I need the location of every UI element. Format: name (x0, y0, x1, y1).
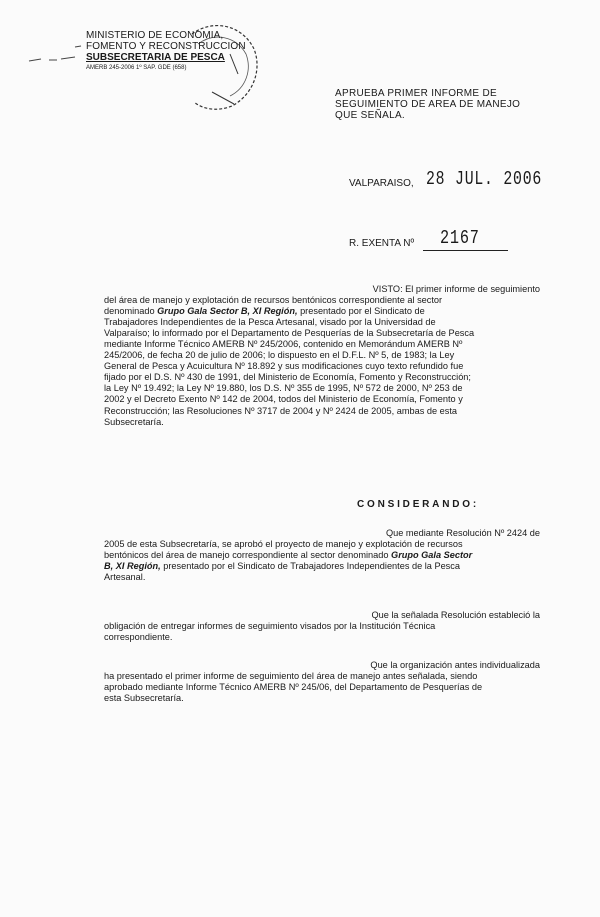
reference-code: AMERB 245-2006 1º SAP. GDE (658) (86, 65, 187, 71)
subsecretaria-name: SUBSECRETARIA DE PESCA (86, 52, 225, 63)
paragraph-line: General de Pesca y Acuicultura Nº 18.892 y sus modificaciones cuyo texto refundido fue (104, 361, 464, 372)
subject-line: APRUEBA PRIMER INFORME DE (335, 88, 497, 99)
considerando-paragraph-2 (104, 610, 540, 643)
paragraph-line: Valparaíso; lo informado por el Departamento de Pesquerías de la Subsecretaría de Pesca (104, 328, 475, 339)
subject-line: SEGUIMIENTO DE AREA DE MANEJO (335, 99, 521, 110)
paragraph-line: B, XI Región, presentado por el Sindicato de Trabajadores Independientes de la Pesca (104, 561, 460, 572)
paragraph-line: VISTO: El primer informe de seguimiento (372, 284, 540, 294)
paragraph-line: Que mediante Resolución Nº 2424 de (385, 528, 540, 538)
considerando-paragraph-3 (104, 660, 540, 704)
resolution-number: 2167 (440, 227, 480, 249)
considerando-paragraph-1 (104, 528, 540, 583)
visto-paragraph (104, 284, 540, 428)
paragraph-line: bentónicos del área de manejo correspondiente al sector denominado Grupo Gala Sector (104, 550, 473, 561)
paragraph-line: Trabajadores Independientes de la Pesca Artesanal, visado por la Universidad de (104, 317, 436, 328)
paragraph-line: denominado Grupo Gala Sector B, XI Región, presentado por el Sindicato de (104, 306, 425, 317)
paragraph-line: la Ley Nº 19.492; la Ley Nº 19.880, los D.S. Nº 355 de 1995, Nº 572 de 2000, Nº 253 de (104, 383, 463, 394)
resolution-label: R. EXENTA Nº (349, 238, 415, 249)
paragraph-line: correspondiente. (104, 632, 173, 643)
paragraph-line: aprobado mediante Informe Técnico AMERB Nº 245/06, del Departamento de Pesquerías de (104, 682, 483, 693)
subject-line: QUE SEÑALA. (335, 110, 405, 121)
paragraph-line: mediante Informe Técnico AMERB Nº 245/2006, contenido en Memorándum AMERB Nº (104, 339, 463, 350)
resolution-number-underline (423, 250, 508, 251)
paragraph-line: Artesanal. (104, 572, 146, 583)
considerando-heading: CONSIDERANDO: (357, 499, 479, 510)
stamped-date: 28 JUL. 2006 (426, 168, 543, 190)
margin-marks (27, 37, 82, 65)
paragraph-line: obligación de entregar informes de seguimiento visados por la Institución Técnica (104, 621, 436, 632)
place-label: VALPARAISO, (349, 178, 414, 189)
paragraph-line: del área de manejo y explotación de recursos bentónicos correspondiente al sector (104, 295, 443, 306)
resolution-subject (335, 88, 545, 121)
paragraph-line: 2002 y el Decreto Exento Nº 142 de 2004, todos del Ministerio de Economía, Fomento y (104, 394, 463, 405)
paragraph-line: fijado por el D.S. Nº 430 de 1991, del Ministerio de Economía, Fomento y Reconstrucción; (104, 372, 471, 383)
paragraph-line: Subsecretaría. (104, 416, 164, 427)
paragraph-line: Que la organización antes individualizada (370, 660, 540, 670)
paragraph-line: 245/2006, de fecha 20 de julio de 2006; lo dispuesto en el D.F.L. Nº 5, de 1983; la Ley (104, 350, 455, 361)
paragraph-line: Que la señalada Resolución estableció la (371, 610, 540, 620)
paragraph-line: esta Subsecretaría. (104, 693, 184, 704)
paragraph-line: 2005 de esta Subsecretaría, se aprobó el proyecto de manejo y explotación de recursos (104, 539, 463, 550)
paragraph-line: ha presentado el primer informe de seguimiento del área de manejo antes señalada, siendo (104, 671, 478, 682)
paragraph-line: Reconstrucción; las Resoluciones Nº 3717 de 2004 y Nº 2424 de 2005, ambas de esta (104, 405, 457, 416)
ministry-line-1: MINISTERIO DE ECONOMIA, (86, 30, 224, 41)
letterhead (86, 30, 256, 72)
ministry-line-2: FOMENTO Y RECONSTRUCCION (86, 41, 246, 52)
